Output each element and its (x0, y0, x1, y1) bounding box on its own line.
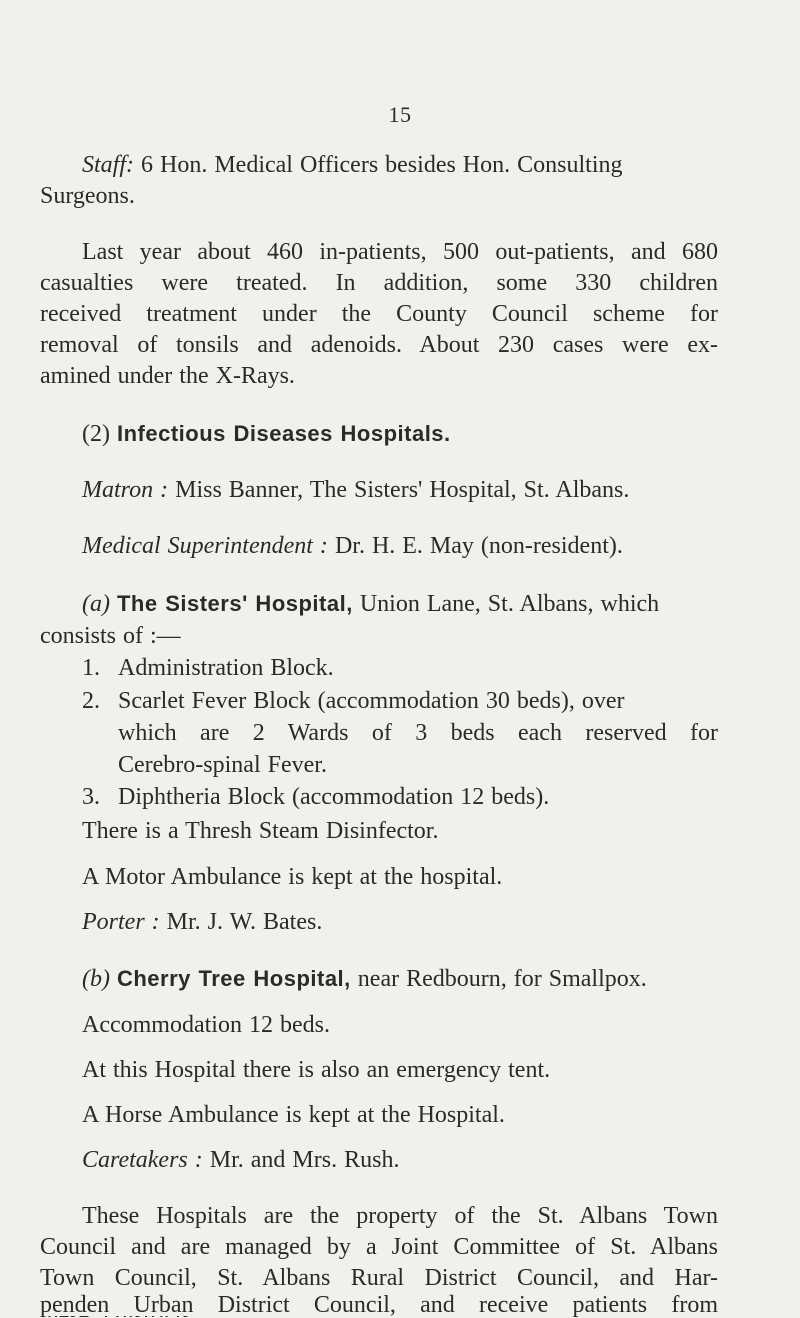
accommodation-line: Accommodation 12 beds. (82, 1012, 330, 1038)
caretakers-line (82, 1145, 399, 1175)
infectious-heading: Infectious Diseases Hospitals. (116, 421, 451, 446)
last-year-line-3: received treatment under the County Council scheme for (40, 301, 718, 327)
horse-ambulance-line: A Horse Ambulance is kept at the Hospital. (82, 1102, 505, 1128)
medsup-line (82, 531, 623, 561)
sisters-item-1: 1. Administration Block. (82, 655, 334, 681)
closing-line-1: These Hospitals are the property of the St. Albans Town (82, 1203, 718, 1229)
sisters-item-2-cont-2: Cerebro-spinal Fever. (118, 752, 327, 778)
staff-label: Staff: (82, 152, 134, 178)
sisters-item-2: 2. Scarlet Fever Block (accommodation 30 beds), over (82, 688, 625, 714)
sisters-item-2-cont-1: which are 2 Wards of 3 beds each reserved for (118, 720, 718, 746)
porter-text: Mr. J. W. Bates. (159, 909, 323, 935)
porter-line (82, 907, 322, 937)
staff-text: 6 Hon. Medical Officers besides Hon. Consulting (134, 152, 623, 178)
cherry-text: near Redbourn, for Smallpox. (350, 966, 647, 992)
medsup-text: Dr. H. E. May (non-resident). (327, 533, 623, 559)
motor-ambulance-line: A Motor Ambulance is kept at the hospital. (82, 864, 503, 890)
cherry-line (82, 964, 647, 994)
cherry-name: Cherry Tree Hospital, (116, 966, 351, 991)
sisters-line (82, 589, 659, 619)
porter-label: Porter : (82, 909, 160, 935)
infectious-num: (2) (82, 421, 110, 447)
infectious-heading-line (82, 419, 451, 449)
page-number: 15 (388, 102, 412, 127)
closing-line-2: Council and are managed by a Joint Committee of St. Albans (40, 1234, 718, 1260)
last-year-line-2: casualties were treated. In addition, some 330 children (40, 270, 718, 296)
last-year-line-5: amined under the X-Rays. (40, 363, 295, 389)
caretakers-text: Mr. and Mrs. Rush. (202, 1147, 400, 1173)
staff-line-2: Surgeons. (40, 183, 135, 209)
disinfector-line: There is a Thresh Steam Disinfector. (82, 818, 439, 844)
matron-line (82, 475, 629, 505)
staff-line (82, 150, 623, 180)
sisters-text: Union Lane, St. Albans, which (352, 591, 660, 617)
medsup-label: Medical Superintendent : (82, 533, 328, 559)
closing-line-4: penden Urban District Council, and receive patients from (40, 1292, 718, 1318)
caretakers-label: Caretakers : (82, 1147, 203, 1173)
sisters-item-3: 3. Diphtheria Block (accommodation 12 beds). (82, 784, 550, 810)
cherry-letter: (b) (82, 966, 110, 992)
matron-text: Miss Banner, The Sisters' Hospital, St. Albans. (168, 477, 630, 503)
sisters-name: The Sisters' Hospital, (116, 591, 353, 616)
tent-line: At this Hospital there is also an emergency tent. (82, 1057, 551, 1083)
closing-line-3: Town Council, St. Albans Rural District Council, and Har- (40, 1265, 718, 1291)
sisters-line-2: consists of :— (40, 623, 181, 649)
matron-label: Matron : (82, 477, 169, 503)
sisters-letter: (a) (82, 591, 110, 617)
last-year-line-1: Last year about 460 in-patients, 500 out-patients, and 680 (82, 239, 718, 265)
last-year-line-4: removal of tonsils and adenoids. About 230 cases were ex- (40, 332, 718, 358)
